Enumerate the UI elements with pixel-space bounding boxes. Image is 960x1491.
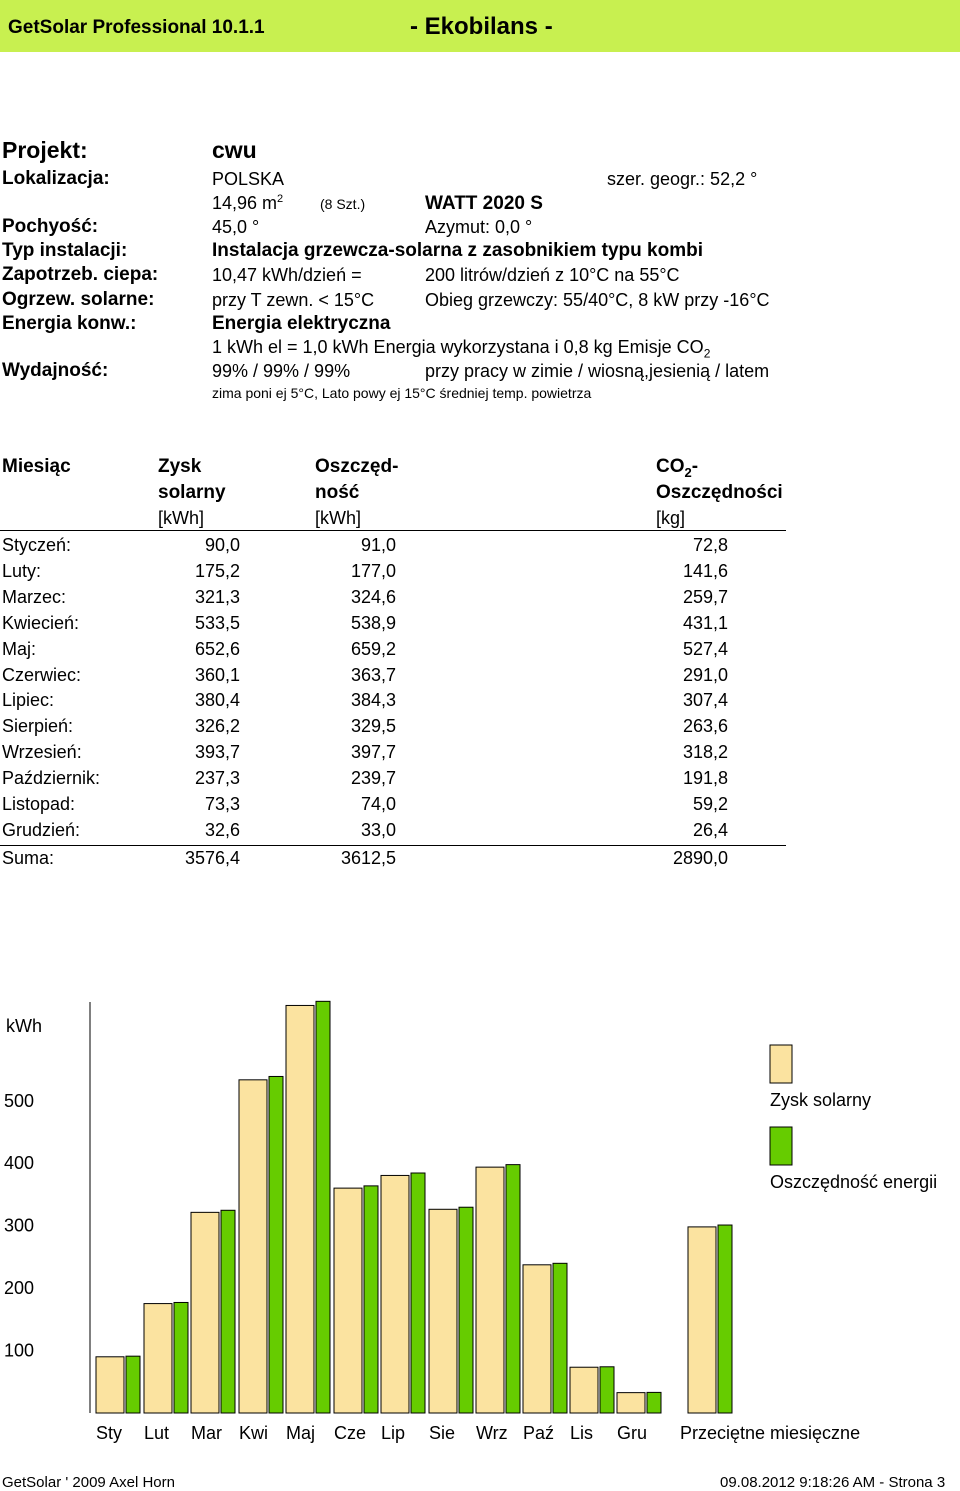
legend-label-oszczednosc: Oszczędność energii [770,1172,938,1192]
col-oszczednosc-header-2: ność [315,482,360,503]
col-co2-unit: [kg] [656,508,686,528]
sum-label: Suma: [2,848,55,868]
col-zysk-header-1: Zysk [158,456,202,477]
row-zysk: 321,3 [194,586,240,607]
azymut-value: Azymut: 0,0 ° [425,217,533,237]
bar-oszczednosc [126,1356,140,1413]
bar-zysk-solarny [144,1304,172,1413]
sum-co2: 2890,0 [672,848,728,868]
table-sum-rule [0,845,786,846]
bar-oszczednosc [364,1186,378,1413]
row-month: Marzec: [2,586,67,607]
row-co2: 307,4 [682,690,728,711]
y-tick-label: 100 [4,1340,35,1361]
typ-instalacji-value: Instalacja grzewcza-solarna z zasobnikiem typu kombi [212,240,703,261]
row-oszczednosc: 91,0 [360,535,396,555]
row-oszczednosc: 384,3 [350,690,396,711]
row-co2: 431,1 [682,612,728,633]
row-oszczednosc: 239,7 [350,768,396,789]
x-category-label: Gru [617,1423,648,1443]
bar-zysk-solarny [523,1265,551,1413]
row-zysk: 32,6 [204,819,240,840]
row-oszczednosc: 177,0 [350,560,396,581]
legend-label-zysk: Zysk solarny [770,1090,872,1110]
row-oszczednosc: 329,5 [350,716,396,737]
x-category-label: Kwi [239,1423,269,1443]
y-tick-label: 300 [4,1215,35,1236]
energia-label: Energia konw.: [2,313,137,334]
bar-oszczednosc [459,1207,473,1413]
row-co2: 141,6 [682,560,728,581]
lokalizacja-value: POLSKA [212,169,285,189]
bar-zysk-solarny [476,1167,504,1413]
footer-left: GetSolar ' 2009 Axel Horn [2,1474,175,1491]
lokalizacja-label: Lokalizacja: [2,168,110,189]
table-header-rule [0,530,786,531]
x-category-label: Sty [96,1423,123,1443]
bar-zysk-solarny [688,1227,716,1413]
bar-oszczednosc [718,1225,732,1413]
obieg-grzewczy: Obieg grzewczy: 55/40°C, 8 kW przy -16°C [425,290,770,310]
x-category-label: Mar [191,1423,222,1443]
legend-swatch-oszczednosc [770,1127,792,1165]
x-category-label: Lis [570,1423,594,1443]
x-category-label: Wrz [476,1423,508,1443]
sum-oszczednosc: 3612,5 [340,848,396,868]
x-category-label: Maj [286,1423,316,1443]
ogrzewanie-value: przy T zewn. < 15°C [212,290,375,310]
row-oszczednosc: 363,7 [350,664,396,685]
y-tick-label: 400 [4,1153,35,1174]
wydajnosc-value: 99% / 99% / 99% [212,361,351,381]
bar-zysk-solarny [381,1175,409,1413]
bar-oszczednosc [221,1210,235,1413]
x-category-label: Przeciętne miesięczne [680,1423,861,1443]
row-co2: 259,7 [682,586,728,607]
x-category-label: Lut [144,1423,170,1443]
y-tick-label: 200 [4,1278,35,1299]
wydajnosc-label: Wydajność: [2,360,109,381]
pochylenie-label: Pochyość: [2,216,99,237]
row-month: Sierpień: [2,716,74,737]
row-zysk: 380,4 [194,690,240,711]
col-co2-header-1: $CO_2-$ [656,456,699,480]
row-month: Kwiecień: [2,612,80,633]
page-title: - Ekobilans - [410,13,553,40]
row-zysk: 360,1 [194,664,240,685]
row-month: Luty: [2,560,42,581]
row-co2: 263,6 [682,716,728,737]
col-miesiac-header: Miesiąc [2,456,71,477]
row-oszczednosc: 659,2 [350,638,396,659]
col-zysk-unit: [kWh] [158,508,205,528]
row-zysk: 73,3 [204,794,240,814]
bar-zysk-solarny [334,1188,362,1413]
header-bar [0,0,960,52]
wydajnosc-note: przy pracy w zimie / wiosną,jesienią / latem [425,361,770,381]
row-co2: 26,4 [692,819,728,840]
sum-zysk: 3576,4 [184,848,240,868]
pochylenie-value: 45,0 ° [212,217,260,237]
bar-zysk-solarny [239,1080,267,1413]
row-co2: 72,8 [692,535,728,555]
row-zysk: 533,5 [194,612,240,633]
row-month: Październik: [2,768,101,789]
row-co2: 291,0 [682,664,728,685]
col-zysk-header-2: solarny [158,482,226,503]
projekt-value: cwu [212,137,257,163]
collector-area: 14,96 $m^2$ [212,193,284,213]
zapotrzebowanie-value2: 200 litrów/dzień z 10°C na 55°C [425,265,680,285]
bar-oszczednosc [600,1367,614,1413]
typ-instalacji-label: Typ instalacji: [2,240,128,261]
row-month: Styczeń: [2,535,72,555]
col-oszczednosc-header-1: Oszczęd- [315,456,399,477]
row-co2: 318,2 [682,742,728,763]
bar-oszczednosc [316,1001,330,1413]
bar-oszczednosc [647,1392,661,1413]
footer-right: 09.08.2012 9:18:26 AM - Strona 3 [720,1474,946,1491]
row-oszczednosc: 33,0 [360,819,396,840]
row-oszczednosc: 538,9 [350,612,396,633]
bar-oszczednosc [506,1165,520,1413]
season-note: zima poni ej 5°C, Lato powy ej 15°C średniej temp. powietrza [212,385,592,401]
zapotrzebowanie-label: Zapotrzeb. ciepa: [2,264,159,285]
row-month: Czerwiec: [2,664,82,685]
bar-zysk-solarny [191,1212,219,1413]
col-co2-header-2: Oszczędności [656,482,783,503]
row-month: Lipiec: [2,690,55,711]
bar-zysk-solarny [617,1393,645,1413]
y-tick-label: 500 [4,1090,35,1111]
row-co2: 59,2 [692,794,728,814]
bar-oszczednosc [553,1263,567,1413]
row-month: Maj: [2,638,37,659]
row-oszczednosc: 74,0 [360,794,396,814]
row-co2: 191,8 [682,768,728,789]
row-oszczednosc: 397,7 [350,742,396,763]
row-zysk: 90,0 [204,535,240,555]
bar-oszczednosc [174,1302,188,1413]
zapotrzebowanie-value: 10,47 kWh/dzień = [212,265,362,285]
legend-swatch-zysk [770,1045,792,1083]
collector-model: WATT 2020 S [425,193,543,214]
ogrzewanie-label: Ogrzew. solarne: [2,289,155,310]
energia-conversion: 1 kWh el = 1,0 kWh Energia wykorzystana i 0,8 kg Emisje $CO_2$ [212,337,711,361]
bar-zysk-solarny [570,1367,598,1413]
monthly-bar-chart [0,990,960,1460]
row-month: Wrzesień: [2,742,82,763]
y-axis-label: kWh [6,1016,42,1036]
bar-zysk-solarny [96,1357,124,1413]
x-category-label: Cze [334,1423,367,1443]
geo-latitude: szer. geogr.: 52,2 ° [607,169,758,189]
row-zysk: 326,2 [194,716,240,737]
projekt-label: Projekt: [2,137,88,163]
row-zysk: 175,2 [194,560,240,581]
row-zysk: 652,6 [194,638,240,659]
bar-zysk-solarny [286,1005,314,1413]
col-oszczednosc-unit: [kWh] [315,508,362,528]
energia-value: Energia elektryczna [212,313,391,334]
collector-count: (8 Szt.) [320,196,366,212]
bar-oszczednosc [269,1076,283,1413]
bar-oszczednosc [411,1173,425,1413]
x-category-label: Sie [429,1423,456,1443]
row-month: Grudzień: [2,819,81,840]
bar-zysk-solarny [429,1209,457,1413]
row-zysk: 393,7 [194,742,240,763]
row-oszczednosc: 324,6 [350,586,396,607]
x-category-label: Lip [381,1423,406,1443]
row-zysk: 237,3 [194,768,240,789]
x-category-label: Paź [523,1423,555,1443]
row-co2: 527,4 [682,638,728,659]
row-month: Listopad: [2,794,76,814]
app-name: GetSolar Professional 10.1.1 [8,17,265,38]
